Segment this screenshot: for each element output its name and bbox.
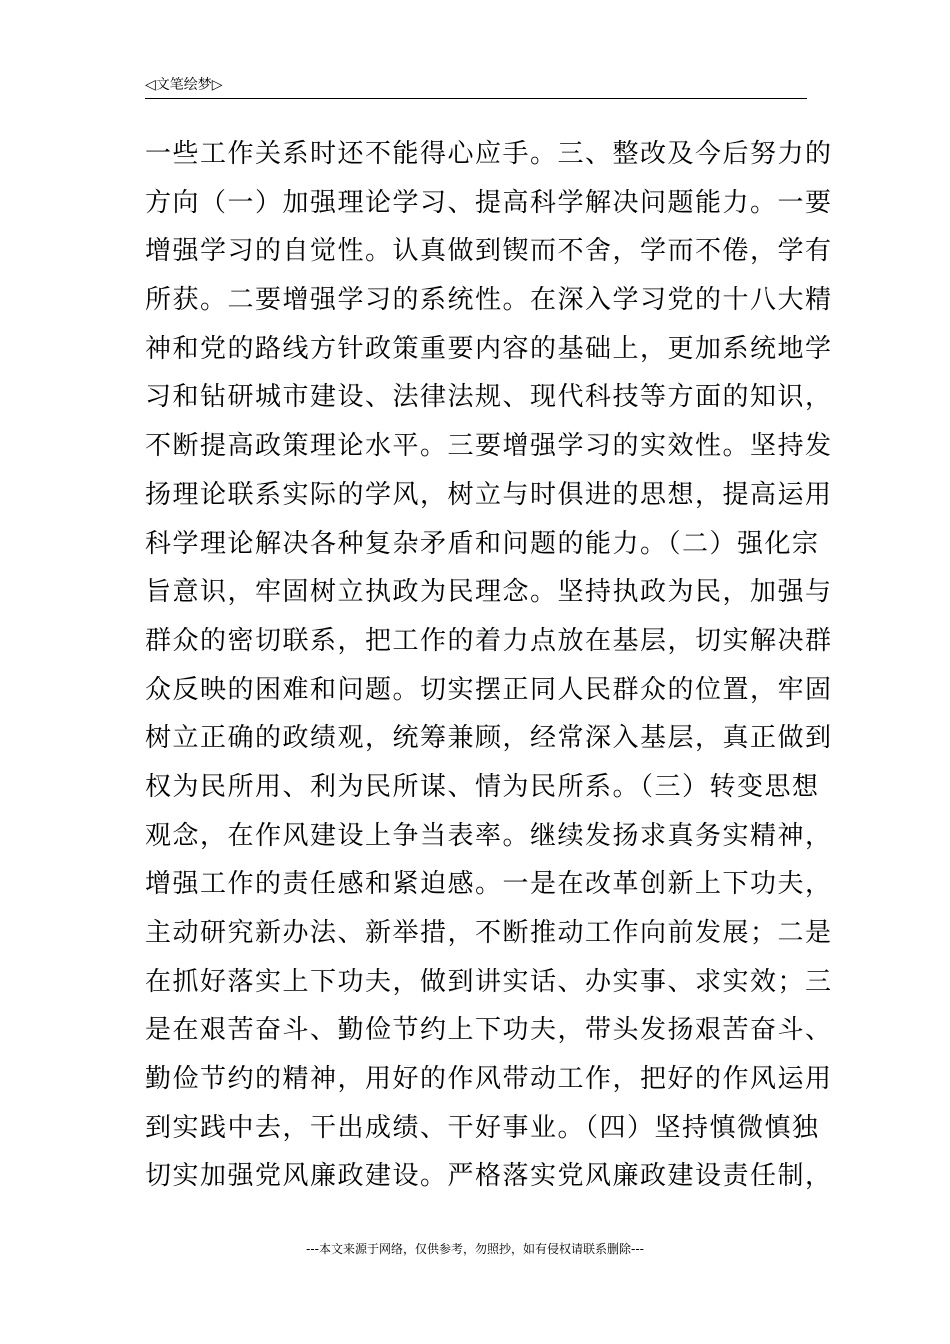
body-line: 不断提高政策理论水平。三要增强学习的实效性。坚持发: [145, 431, 833, 462]
document-body: [145, 130, 833, 1201]
body-line: 方向（一）加强理论学习、提高科学解决问题能力。一要: [145, 187, 833, 218]
body-line: 增强工作的责任感和紧迫感。一是在改革创新上下功夫，: [145, 869, 833, 900]
body-line: 观念，在作风建设上争当表率。继续发扬求真务实精神，: [145, 820, 833, 851]
page-footer: ---本文来源于网络，仅供参考，勿照抄，如有侵权请联系删除---: [306, 1242, 644, 1256]
body-line: 群众的密切联系，把工作的着力点放在基层，切实解决群: [145, 625, 833, 656]
body-line: 在抓好落实上下功夫，做到讲实话、办实事、求实效；三: [145, 966, 833, 997]
body-line: 科学理论解决各种复杂矛盾和问题的能力。（二）强化宗: [145, 528, 820, 559]
body-line: 增强学习的自觉性。认真做到锲而不舍，学而不倦，学有: [145, 236, 833, 267]
body-line: 是在艰苦奋斗、勤俭节约上下功夫，带头发扬艰苦奋斗、: [145, 1015, 833, 1046]
body-line: 权为民所用、利为民所谋、情为民所系。（三）转变思想: [145, 771, 820, 802]
page-header: [145, 74, 807, 99]
body-line: 切实加强党风廉政建设。严格落实党风廉政建设责任制，: [145, 1161, 833, 1192]
body-line: 一些工作关系时还不能得心应手。三、整改及今后努力的: [145, 139, 833, 169]
body-line: 树立正确的政绩观，统筹兼顾，经常深入基层，真正做到: [145, 723, 833, 754]
body-line: 众反映的困难和问题。切实摆正同人民群众的位置，牢固: [145, 674, 833, 705]
body-line: 神和党的路线方针政策重要内容的基础上，更加系统地学: [145, 333, 833, 364]
body-line: 主动研究新办法、新举措，不断推动工作向前发展；二是: [145, 918, 833, 948]
body-line: 旨意识，牢固树立执政为民理念。坚持执政为民，加强与: [145, 577, 833, 608]
body-line: 习和钻研城市建设、法律法规、现代科技等方面的知识，: [145, 382, 833, 413]
body-line: 勤俭节约的精神，用好的作风带动工作，把好的作风运用: [145, 1064, 833, 1095]
header-title: ◁文笔绘梦▷: [145, 77, 223, 93]
body-line: 扬理论联系实际的学风，树立与时俱进的思想，提高运用: [145, 479, 833, 510]
body-line: 到实践中去，干出成绩、干好事业。（四）坚持慎微慎独: [145, 1112, 820, 1143]
body-line: 所获。二要增强学习的系统性。在深入学习党的十八大精: [145, 285, 833, 316]
